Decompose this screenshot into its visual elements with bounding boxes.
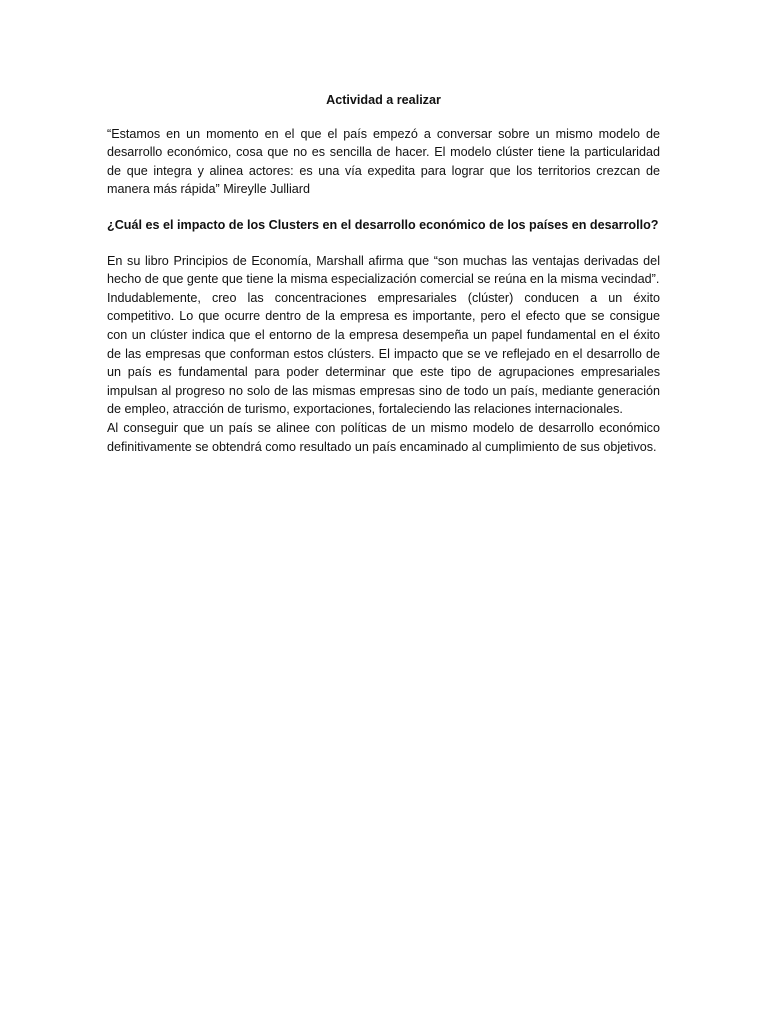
document-page	[107, 91, 660, 456]
paragraph-marshall: En su libro Principios de Economía, Marshall afirma que “son muchas las ventajas derivadas del hecho de que gente que tiene la misma especialización comercial se reúna en la misma vecindad”.	[107, 253, 660, 287]
document-title: Actividad a realizar	[326, 93, 441, 107]
opening-quote: “Estamos en un momento en el que el país empezó a conversar sobre un mismo modelo de desarrollo económico, cosa que no es sencilla de hacer. El modelo clúster tiene la particularidad de que integra y alinea actores: es una vía expedita para lograr que los territorios crezcan de manera más rápida” Mireylle Julliard	[107, 126, 660, 197]
paragraph-conclusion: Al conseguir que un país se alinee con políticas de un mismo modelo de desarrollo económico definitivamente se obtendrá como resultado un país encaminado al cumplimiento de sus objetivos.	[107, 420, 660, 454]
research-question: ¿Cuál es el impacto de los Clusters en el desarrollo económico de los países en desarrollo?	[107, 217, 659, 232]
paragraph-cluster-impact: Indudablemente, creo las concentraciones empresariales (clúster) conducen a un éxito competitivo. Lo que ocurre dentro de la empresa es importante, pero el efecto que se consigue con un clúster indica que el entorno de la empresa desempeña un papel fundamental en el éxito de las empresas que conforman estos clústers. El impacto que se ve reflejado en el desarrollo de un país es fundamental para poder determinar que este tipo de agrupaciones empresariales impulsan al progreso no solo de las mismas empresas sino de todo un país, mediante generación de empleo, atracción de turismo, exportaciones, fortaleciendo las relaciones internacionales.	[107, 290, 660, 417]
